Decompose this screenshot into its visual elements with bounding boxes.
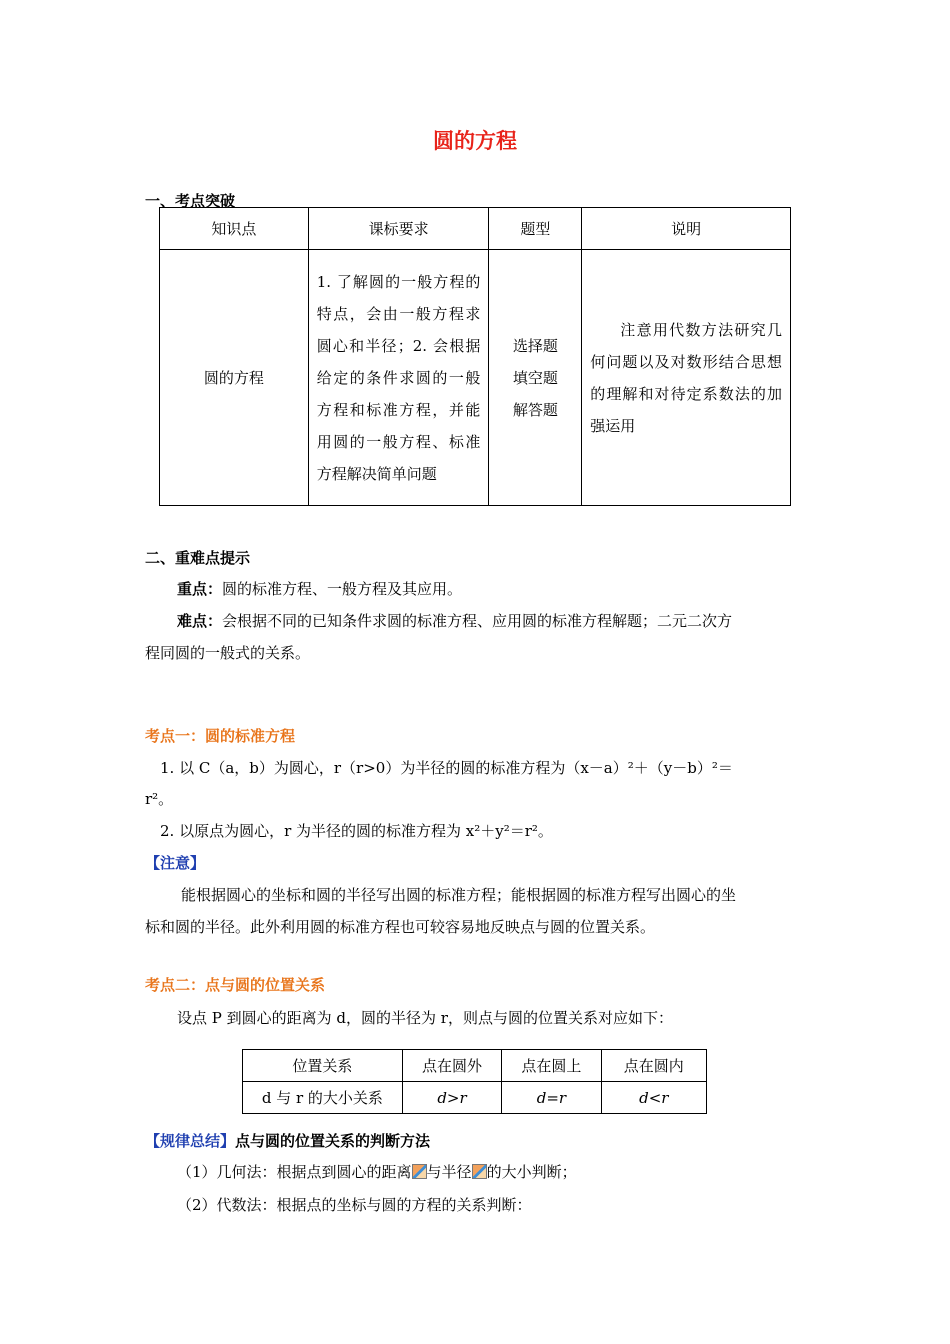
- pos-cell-inside: d<r: [601, 1082, 706, 1114]
- pos-cell-on: d=r: [502, 1082, 601, 1114]
- difficult-point-line: [177, 610, 732, 631]
- distance-formula-image-icon: [412, 1164, 427, 1179]
- section2-heading: 二、重难点提示: [145, 549, 251, 567]
- difficult-point-label: 难点：: [177, 612, 223, 630]
- header-requirements: 课标要求: [308, 208, 489, 250]
- method1-text-a: （1）几何法：根据点到圆心的距离: [177, 1163, 412, 1181]
- kp1-item1: 1. 以 C（a，b）为圆心，r（r>0）为半径的圆的标准方程为（x－a）²＋（y－b）²＝: [160, 759, 733, 777]
- summary-title: 点与圆的位置关系的判断方法: [235, 1132, 431, 1150]
- difficult-point-cont: 程同圆的一般式的关系。: [145, 644, 311, 662]
- pos-header-on: 点在圆上: [502, 1050, 601, 1082]
- pos-header-outside: 点在圆外: [402, 1050, 501, 1082]
- type-answer: 解答题: [512, 400, 558, 419]
- position-table: [242, 1049, 707, 1114]
- page-title: 圆的方程: [433, 129, 517, 153]
- method1-text-b: 与半径: [426, 1163, 472, 1181]
- cell-topic: 圆的方程: [160, 250, 309, 506]
- cell-requirements: [308, 250, 489, 506]
- kp2-intro: 设点 P 到圆心的距离为 d，圆的半径为 r，则点与圆的位置关系对应如下：: [177, 1009, 673, 1027]
- kp1-heading: 考点一：圆的标准方程: [145, 727, 296, 745]
- pos-cell-outside: d>r: [402, 1082, 501, 1114]
- section1-heading: 一、考点突破: [145, 192, 236, 210]
- key-point-text: 圆的标准方程、一般方程及其应用。: [222, 580, 463, 598]
- summary-line: [145, 1130, 430, 1151]
- kp1-item2: 2. 以原点为圆心，r 为半径的圆的标准方程为 x²＋y²＝r²。: [160, 822, 553, 840]
- pos-cell-relation: d 与 r 的大小关系: [243, 1082, 403, 1114]
- method1-text-c: 的大小判断；: [486, 1163, 577, 1181]
- header-notes: 说明: [582, 208, 791, 250]
- knowledge-table: [159, 207, 791, 506]
- key-point-line: [177, 578, 462, 599]
- type-fill: 填空题: [512, 368, 558, 387]
- note-text: 注意用代数方法研究几何问题以及对数形结合思想的理解和对待定系数法的加强运用: [590, 320, 782, 435]
- pos-header-relation: 位置关系: [243, 1050, 403, 1082]
- radius-formula-image-icon: [472, 1164, 487, 1179]
- key-point-label: 重点：: [177, 580, 223, 598]
- kp1-note-line1: 能根据圆心的坐标和圆的半径写出圆的标准方程；能根据圆的标准方程写出圆心的坐: [181, 886, 737, 904]
- header-knowledge: 知识点: [160, 208, 309, 250]
- kp2-heading: 考点二：点与圆的位置关系: [145, 976, 326, 994]
- type-choice: 选择题: [512, 336, 558, 355]
- kp1-note-label: 【注意】: [145, 854, 206, 872]
- method1-line: [177, 1161, 577, 1182]
- kp1-item1-cont: r²。: [145, 790, 174, 808]
- header-type: 题型: [489, 208, 582, 250]
- summary-label: 【规律总结】: [145, 1132, 236, 1150]
- cell-note: [582, 250, 791, 506]
- requirements-text: 1. 了解圆的一般方程的特点，会由一般方程求圆心和半径；2. 会根据给定的条件求圆的一般方程和标准方程，并能用圆的一般方程、标准方程解决简单问题: [316, 272, 481, 483]
- difficult-point-text: 会根据不同的已知条件求圆的标准方程、应用圆的标准方程解题；二元二次方: [222, 612, 733, 630]
- kp1-note-line2: 标和圆的半径。此外利用圆的标准方程也可较容易地反映点与圆的位置关系。: [145, 918, 656, 936]
- pos-header-inside: 点在圆内: [601, 1050, 706, 1082]
- cell-types: [489, 250, 582, 506]
- method2-line: （2）代数法：根据点的坐标与圆的方程的关系判断：: [177, 1196, 532, 1214]
